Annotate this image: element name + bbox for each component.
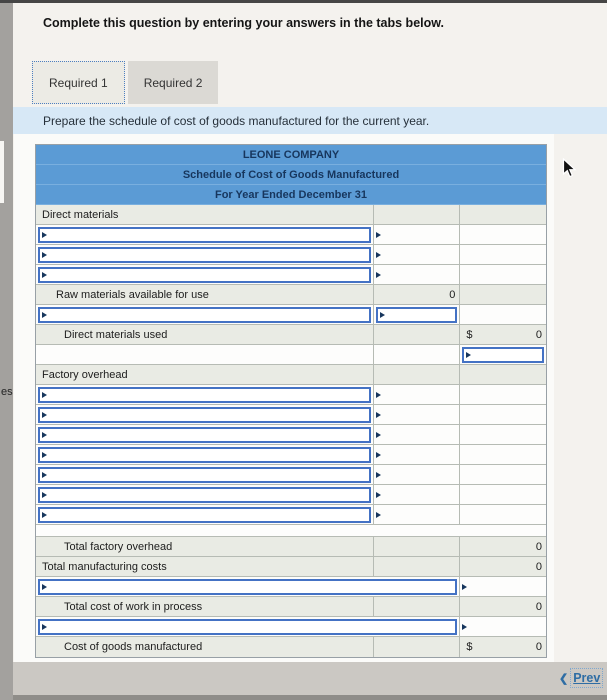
dropdown-arrow-icon: [42, 624, 47, 630]
amount-cell-outer: [460, 325, 546, 344]
label-cell: [36, 445, 374, 464]
dropdown-arrow-icon: [42, 252, 47, 258]
row-label: Cost of goods manufactured: [64, 641, 203, 653]
tab-required-2[interactable]: Required 2: [128, 61, 219, 104]
label-cell: [36, 225, 374, 244]
label-cell: [36, 505, 374, 524]
row-label: Total cost of work in process: [64, 600, 203, 613]
currency-symbol: $: [466, 328, 473, 341]
dropdown-arrow-icon: [42, 452, 47, 458]
footer-band: [13, 662, 607, 695]
amount-cell-inner: [374, 365, 461, 384]
dropdown-arrow-icon: [376, 432, 381, 438]
table-row: [36, 505, 546, 525]
table-row: [36, 537, 546, 557]
cell-value: 0: [535, 560, 542, 573]
amount-cell-inner: [374, 537, 461, 556]
answer-input-cell[interactable]: [38, 427, 371, 443]
table-row: [36, 265, 546, 285]
row-label: Factory overhead: [42, 368, 128, 381]
amount-cell-outer: [460, 305, 546, 324]
table-row: [36, 405, 546, 425]
row-label: Direct materials: [42, 208, 119, 221]
answer-input-cell[interactable]: [38, 227, 371, 243]
dropdown-arrow-icon: [42, 412, 47, 418]
amount-cell-outer[interactable]: [460, 577, 546, 596]
cell-value: 0: [535, 600, 542, 613]
amount-cell-outer: [460, 537, 546, 556]
amount-cell-outer: [460, 445, 546, 464]
top-instruction: Complete this question by entering your answers in the tabs below.: [43, 16, 444, 30]
dropdown-arrow-icon: [376, 252, 381, 258]
label-cell: [36, 637, 374, 657]
amount-cell-inner[interactable]: [374, 445, 461, 464]
amount-cell-outer: [460, 425, 546, 444]
table-row: [36, 305, 546, 325]
label-cell: [36, 557, 374, 576]
table-row: [36, 245, 546, 265]
answer-input-cell[interactable]: [38, 487, 371, 503]
dropdown-arrow-icon: [462, 584, 467, 590]
answer-input-cell[interactable]: [376, 307, 458, 323]
amount-cell-outer: [460, 637, 546, 657]
amount-cell-outer: [460, 485, 546, 504]
table-row: [36, 325, 546, 345]
table-row: [36, 425, 546, 445]
tab-required-1[interactable]: Required 1: [32, 61, 125, 104]
label-cell: [36, 245, 374, 264]
table-row: [36, 617, 546, 637]
answer-input-cell[interactable]: [38, 507, 371, 523]
tab-bar: [32, 61, 218, 104]
amount-cell-inner[interactable]: [374, 425, 461, 444]
amount-cell-outer: [460, 245, 546, 264]
dropdown-arrow-icon: [376, 472, 381, 478]
mouse-cursor-icon: [562, 158, 577, 184]
row-label: Raw materials available for use: [56, 288, 209, 301]
amount-cell-inner[interactable]: [374, 385, 461, 404]
amount-cell-inner[interactable]: [374, 245, 461, 264]
table-row: [36, 577, 546, 597]
amount-cell-inner[interactable]: [374, 505, 461, 524]
table-row: [36, 345, 546, 365]
label-cell: [36, 485, 374, 504]
amount-cell-inner[interactable]: [374, 265, 461, 284]
dropdown-arrow-icon: [42, 432, 47, 438]
amount-cell-outer: [460, 405, 546, 424]
label-cell: [36, 465, 374, 484]
dropdown-arrow-icon: [42, 512, 47, 518]
cell-value: 0: [535, 641, 542, 653]
amount-cell-inner: [374, 325, 461, 344]
amount-cell-inner: [374, 597, 461, 616]
label-cell: [36, 537, 374, 556]
amount-cell-inner: [374, 637, 461, 657]
table-row: [36, 465, 546, 485]
amount-cell-outer: [460, 285, 546, 304]
schedule-title: Schedule of Cost of Goods Manufactured: [36, 165, 546, 185]
dropdown-arrow-icon: [42, 312, 47, 318]
amount-cell-inner[interactable]: [374, 405, 461, 424]
table-header: [36, 145, 546, 205]
dropdown-arrow-icon: [376, 452, 381, 458]
table-row: [36, 225, 546, 245]
merged-input-cell: [36, 577, 460, 596]
dropdown-arrow-icon: [376, 392, 381, 398]
amount-cell-inner: [374, 305, 461, 324]
answer-input-cell[interactable]: [38, 467, 371, 483]
amount-cell-inner[interactable]: [374, 485, 461, 504]
table-row: [36, 637, 546, 657]
amount-cell-inner[interactable]: [374, 225, 461, 244]
worksheet-table: [35, 144, 547, 658]
amount-cell-outer: [460, 385, 546, 404]
answer-input-cell[interactable]: [38, 407, 371, 423]
sub-instruction-bar: [13, 107, 607, 134]
row-label: Direct materials used: [64, 328, 168, 341]
label-cell: [36, 205, 374, 224]
currency-symbol: $: [466, 641, 473, 653]
label-cell: [36, 345, 374, 364]
row-label: Total factory overhead: [64, 540, 173, 553]
worksheet-panel: [14, 134, 554, 662]
amount-cell-outer: [460, 597, 546, 616]
amount-cell-outer: [460, 465, 546, 484]
answer-input-cell[interactable]: [38, 619, 457, 635]
answer-input-cell[interactable]: [38, 579, 457, 595]
dropdown-arrow-icon: [42, 272, 47, 278]
period-line: For Year Ended December 31: [36, 185, 546, 205]
dropdown-arrow-icon: [376, 272, 381, 278]
amount-cell-outer: [460, 345, 546, 364]
table-row: [36, 445, 546, 465]
amount-cell-outer: [460, 365, 546, 384]
answer-input-cell[interactable]: [38, 247, 371, 263]
dropdown-arrow-icon: [42, 232, 47, 238]
question-panel: [13, 3, 607, 700]
dropdown-arrow-icon: [376, 492, 381, 498]
dropdown-arrow-icon: [42, 392, 47, 398]
table-row: [36, 485, 546, 505]
label-cell: [36, 325, 374, 344]
table-row: [36, 285, 546, 305]
row-label: Total manufacturing costs: [42, 560, 167, 573]
table-row: [36, 597, 546, 617]
label-cell: [36, 285, 374, 304]
dropdown-arrow-icon: [42, 492, 47, 498]
amount-cell-inner[interactable]: [374, 465, 461, 484]
answer-input-cell[interactable]: [38, 267, 371, 283]
table-row: [36, 525, 546, 537]
table-row: [36, 205, 546, 225]
dropdown-arrow-icon: [42, 584, 47, 590]
amount-cell-outer: [460, 265, 546, 284]
worksheet-body: [36, 205, 546, 657]
dropdown-arrow-icon: [42, 472, 47, 478]
amount-cell-inner: [374, 557, 461, 576]
sub-instruction: Prepare the schedule of cost of goods manufactured for the current year.: [43, 113, 430, 128]
answer-input-cell[interactable]: [38, 387, 371, 403]
clipped-text-fragment: es: [1, 386, 13, 398]
amount-cell-outer: [460, 205, 546, 224]
label-cell: [36, 425, 374, 444]
amount-cell-inner: [374, 205, 461, 224]
cell-value: 0: [535, 328, 542, 341]
amount-cell-inner: [374, 285, 461, 304]
answer-input-cell[interactable]: [462, 347, 544, 363]
dropdown-arrow-icon: [376, 232, 381, 238]
dropdown-arrow-icon: [462, 624, 467, 630]
answer-input-cell[interactable]: [38, 447, 371, 463]
dropdown-arrow-icon: [380, 312, 385, 318]
chevron-left-icon: ❮: [559, 672, 569, 685]
label-cell: [36, 265, 374, 284]
dropdown-arrow-icon: [376, 412, 381, 418]
answer-input-cell[interactable]: [38, 307, 371, 323]
label-cell: [36, 597, 374, 616]
prev-label: Prev: [573, 671, 601, 685]
table-row: [36, 385, 546, 405]
dropdown-arrow-icon: [466, 352, 471, 358]
label-cell: [36, 365, 374, 384]
amount-cell-inner: [374, 345, 461, 364]
company-name: LEONE COMPANY: [36, 145, 546, 165]
label-cell: [36, 305, 374, 324]
table-row: [36, 557, 546, 577]
label-cell: [36, 405, 374, 424]
cell-value: 0: [449, 288, 456, 301]
prev-link[interactable]: [559, 671, 600, 685]
merged-input-cell: [36, 617, 460, 636]
cell-value: 0: [535, 540, 542, 553]
amount-cell-outer[interactable]: [460, 617, 546, 636]
amount-cell-outer: [460, 505, 546, 524]
dropdown-arrow-icon: [376, 512, 381, 518]
amount-cell-outer: [460, 225, 546, 244]
amount-cell-outer: [460, 557, 546, 576]
label-cell: [36, 385, 374, 404]
table-row: [36, 365, 546, 385]
left-edge-artifact: [0, 141, 4, 203]
bottom-border: [13, 695, 607, 700]
